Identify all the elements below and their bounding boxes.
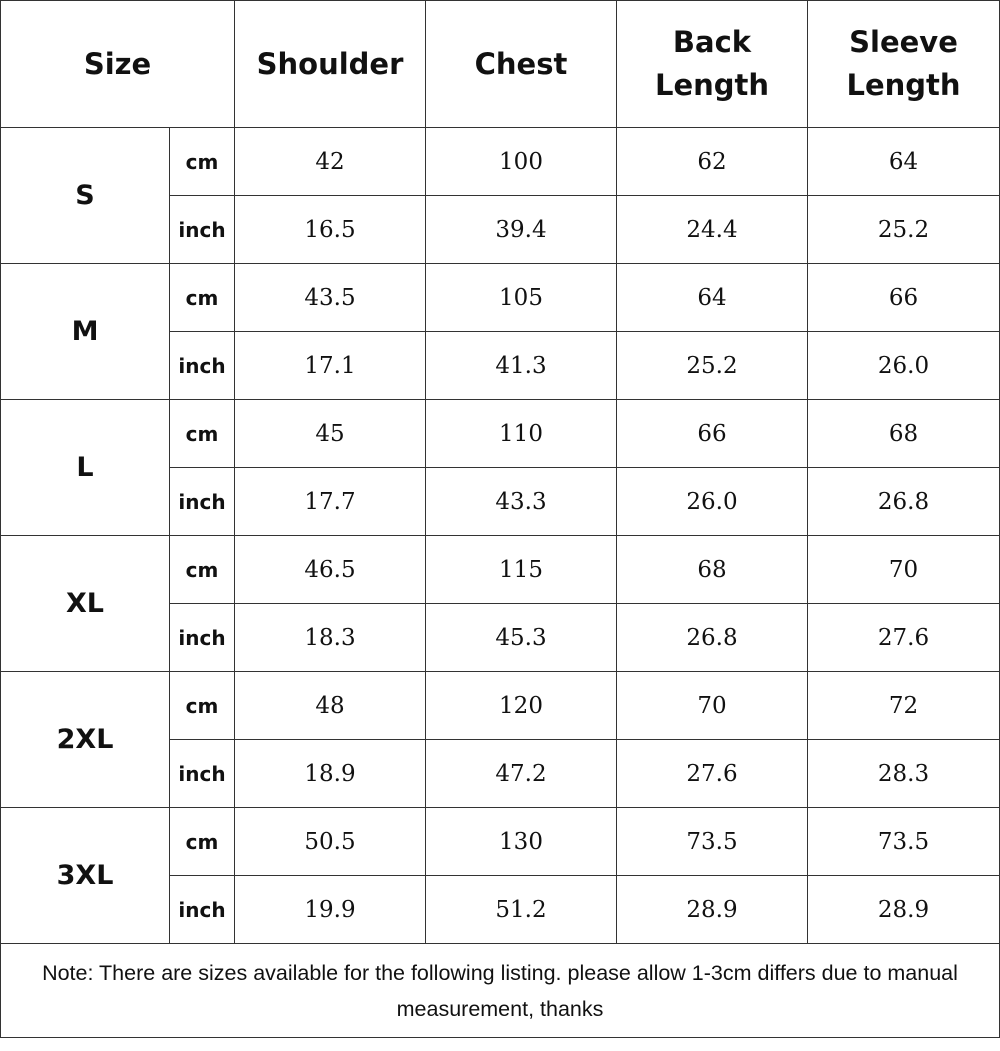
chest-value: 45.3 <box>426 604 617 672</box>
header-back-length-line2: Length <box>654 68 770 102</box>
header-sleeve-length-line2: Length <box>846 68 961 102</box>
unit-label: cm <box>170 808 235 876</box>
size-label: XL <box>1 536 170 672</box>
unit-label: inch <box>170 468 235 536</box>
chest-value: 47.2 <box>426 740 617 808</box>
sleeve-value: 28.9 <box>808 876 1000 944</box>
header-sleeve-length <box>808 1 1000 128</box>
header-back-length-line1: Back <box>672 25 752 59</box>
unit-label: cm <box>170 264 235 332</box>
sleeve-value: 70 <box>808 536 1000 604</box>
shoulder-value: 50.5 <box>235 808 426 876</box>
back-value: 26.0 <box>617 468 808 536</box>
chest-value: 41.3 <box>426 332 617 400</box>
sleeve-value: 27.6 <box>808 604 1000 672</box>
sleeve-value: 68 <box>808 400 1000 468</box>
unit-label: cm <box>170 400 235 468</box>
back-value: 27.6 <box>617 740 808 808</box>
header-chest: Chest <box>426 1 617 128</box>
unit-label: inch <box>170 332 235 400</box>
size-label: L <box>1 400 170 536</box>
sleeve-value: 26.0 <box>808 332 1000 400</box>
shoulder-value: 48 <box>235 672 426 740</box>
unit-label: inch <box>170 876 235 944</box>
unit-label: cm <box>170 128 235 196</box>
shoulder-value: 18.3 <box>235 604 426 672</box>
header-row <box>1 1 1000 128</box>
back-value: 73.5 <box>617 808 808 876</box>
table-row <box>1 672 1000 740</box>
shoulder-value: 42 <box>235 128 426 196</box>
table-row <box>1 808 1000 876</box>
shoulder-value: 43.5 <box>235 264 426 332</box>
header-back-length <box>617 1 808 128</box>
shoulder-value: 17.1 <box>235 332 426 400</box>
back-value: 62 <box>617 128 808 196</box>
chest-value: 115 <box>426 536 617 604</box>
chest-value: 105 <box>426 264 617 332</box>
shoulder-value: 19.9 <box>235 876 426 944</box>
chest-value: 110 <box>426 400 617 468</box>
sleeve-value: 25.2 <box>808 196 1000 264</box>
shoulder-value: 17.7 <box>235 468 426 536</box>
chest-value: 51.2 <box>426 876 617 944</box>
unit-label: inch <box>170 604 235 672</box>
shoulder-value: 18.9 <box>235 740 426 808</box>
size-label: 3XL <box>1 808 170 944</box>
back-value: 66 <box>617 400 808 468</box>
back-value: 28.9 <box>617 876 808 944</box>
sleeve-value: 64 <box>808 128 1000 196</box>
note-row <box>1 944 1000 1038</box>
size-label: 2XL <box>1 672 170 808</box>
size-label: M <box>1 264 170 400</box>
back-value: 25.2 <box>617 332 808 400</box>
back-value: 70 <box>617 672 808 740</box>
sleeve-value: 26.8 <box>808 468 1000 536</box>
shoulder-value: 46.5 <box>235 536 426 604</box>
shoulder-value: 45 <box>235 400 426 468</box>
sleeve-value: 72 <box>808 672 1000 740</box>
shoulder-value: 16.5 <box>235 196 426 264</box>
sleeve-value: 73.5 <box>808 808 1000 876</box>
unit-label: cm <box>170 536 235 604</box>
header-size: Size <box>1 1 235 128</box>
unit-label: cm <box>170 672 235 740</box>
table-row <box>1 128 1000 196</box>
back-value: 24.4 <box>617 196 808 264</box>
size-rows <box>1 128 1000 944</box>
table-row <box>1 264 1000 332</box>
back-value: 26.8 <box>617 604 808 672</box>
note-text: Note: There are sizes available for the following listing. please allow 1-3cm differs due to manual measurement, thanks <box>1 944 1000 1038</box>
chest-value: 39.4 <box>426 196 617 264</box>
back-value: 68 <box>617 536 808 604</box>
chest-value: 120 <box>426 672 617 740</box>
unit-label: inch <box>170 740 235 808</box>
sleeve-value: 28.3 <box>808 740 1000 808</box>
chest-value: 43.3 <box>426 468 617 536</box>
unit-label: inch <box>170 196 235 264</box>
table-row <box>1 536 1000 604</box>
table-row <box>1 400 1000 468</box>
chest-value: 130 <box>426 808 617 876</box>
header-shoulder: Shoulder <box>235 1 426 128</box>
back-value: 64 <box>617 264 808 332</box>
header-sleeve-length-line1: Sleeve <box>849 25 958 59</box>
size-label: S <box>1 128 170 264</box>
sleeve-value: 66 <box>808 264 1000 332</box>
chest-value: 100 <box>426 128 617 196</box>
